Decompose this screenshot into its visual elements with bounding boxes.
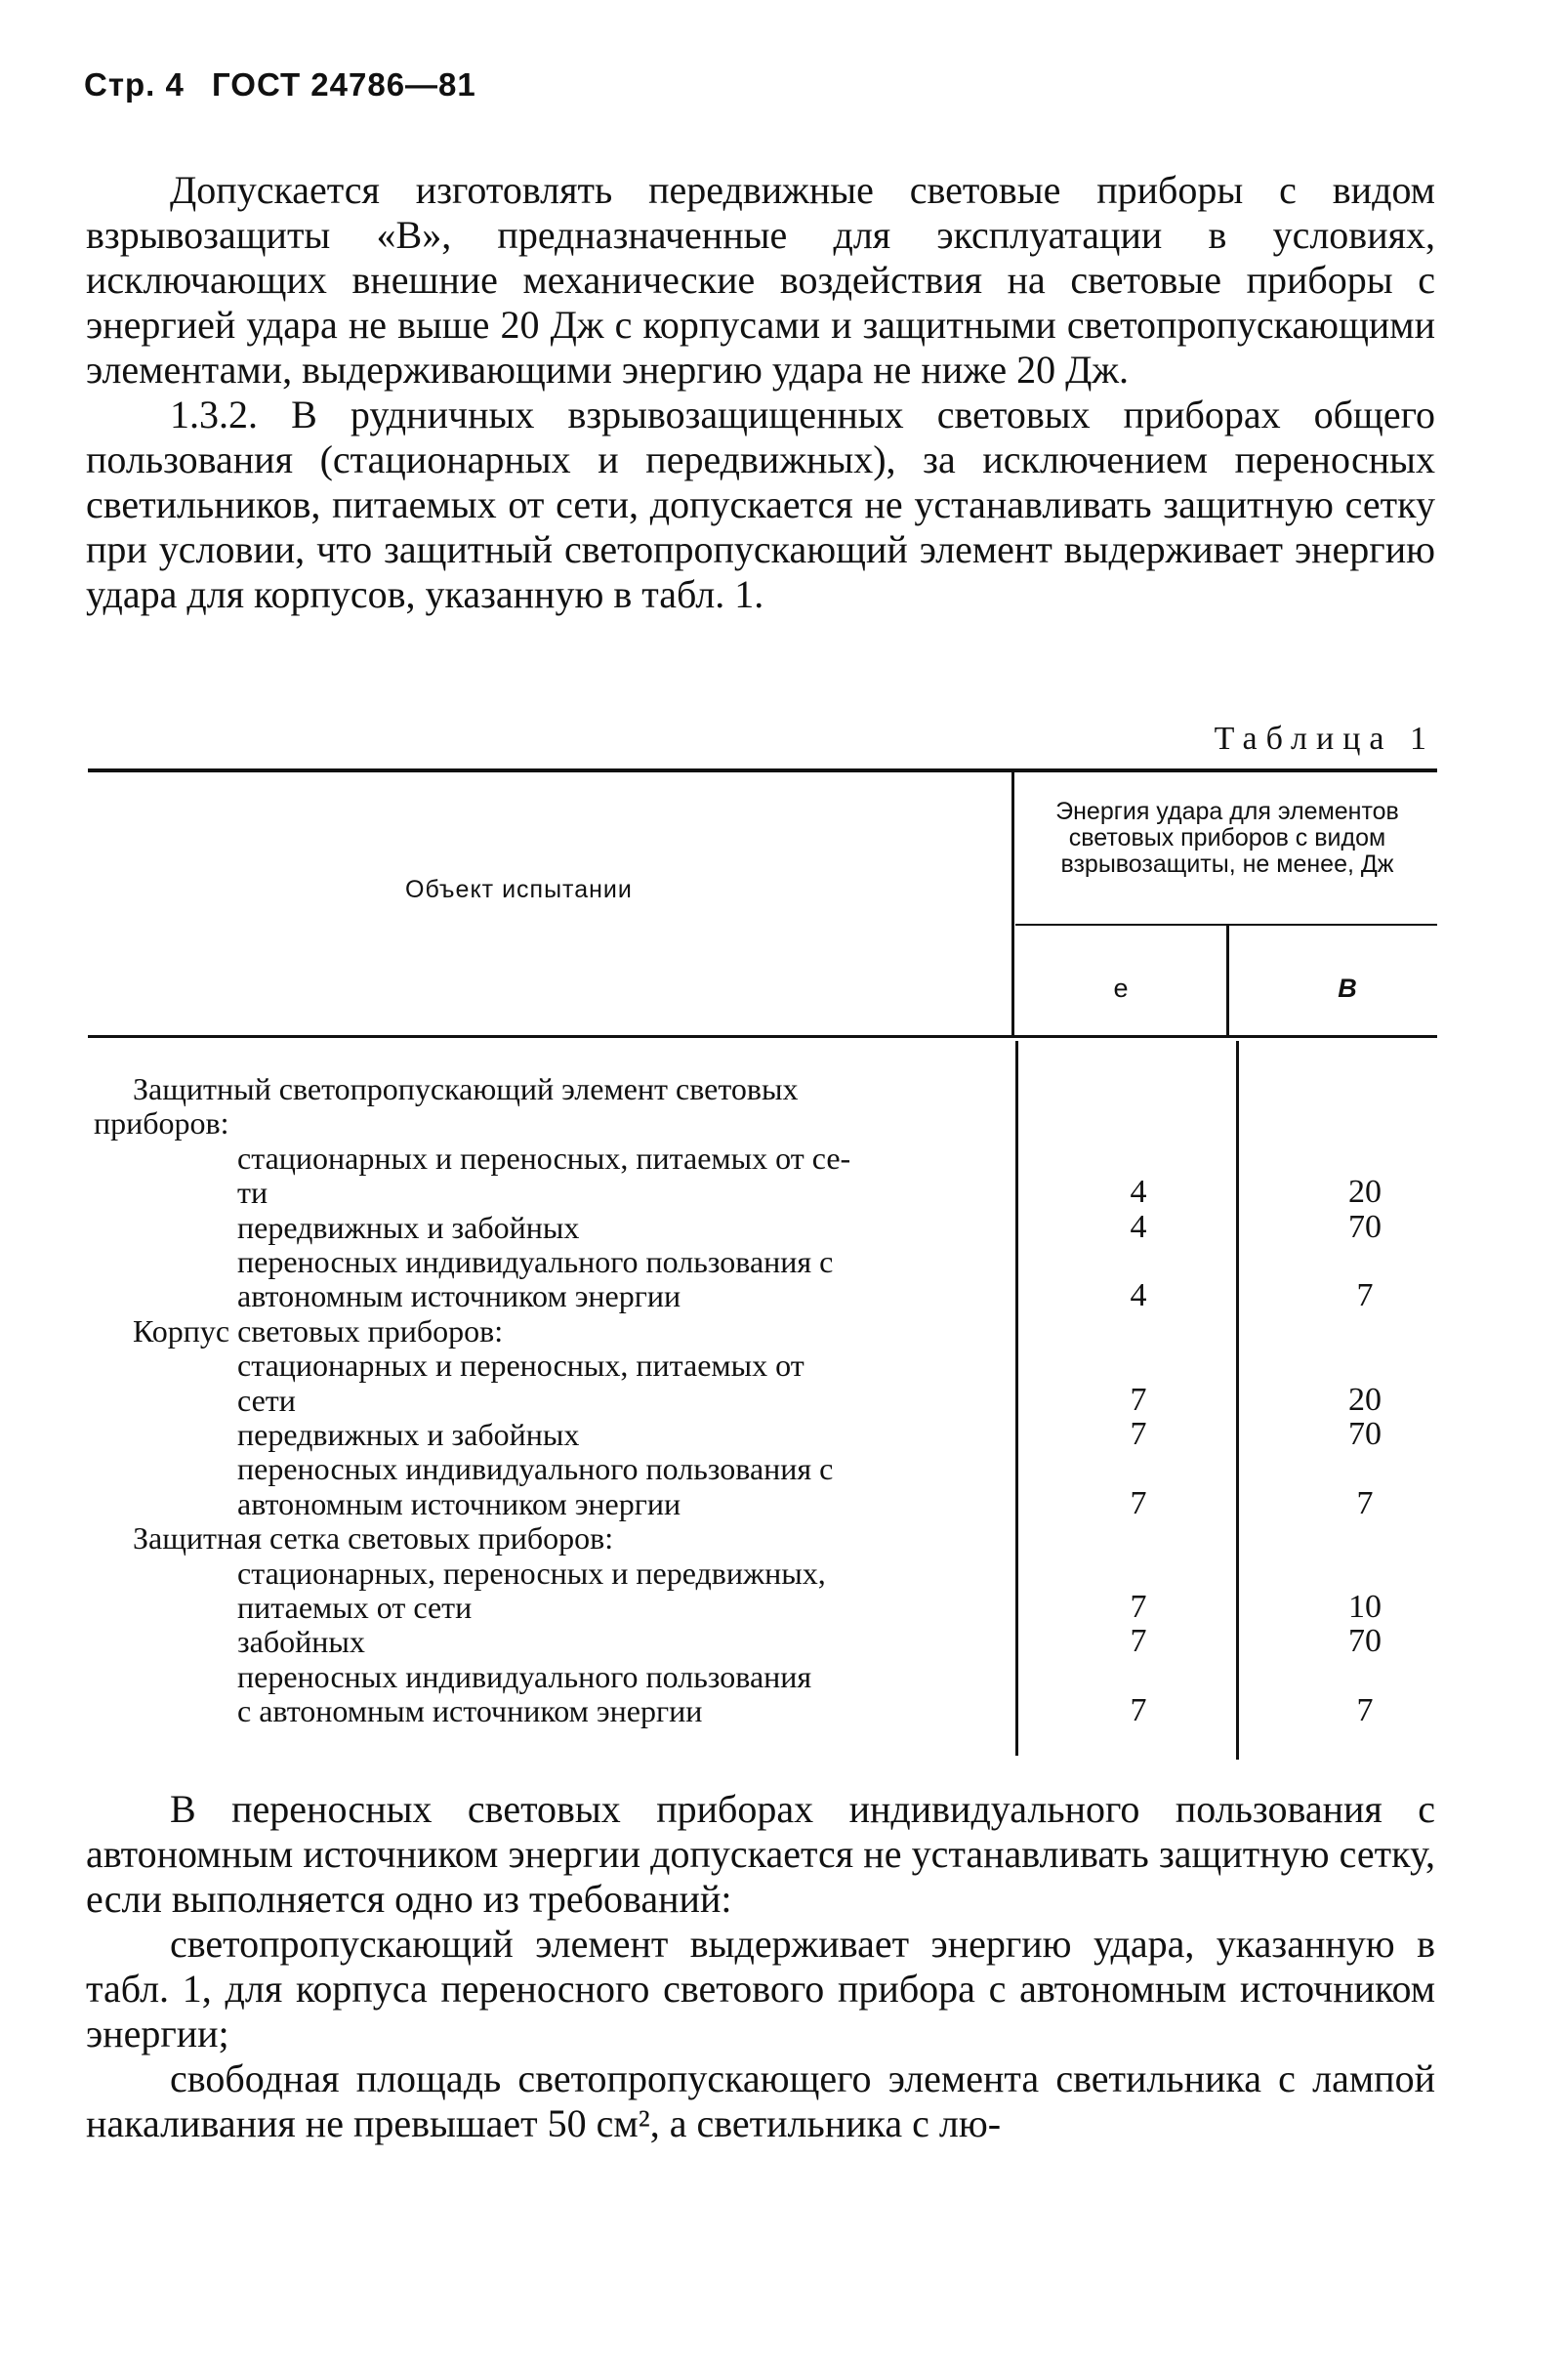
row-label: переносных индивидуального пользования	[237, 1658, 812, 1694]
row-value-e: 4	[1130, 1174, 1147, 1211]
row-value-e: 7	[1130, 1416, 1147, 1452]
column-header-e: е	[1113, 974, 1129, 1003]
row-label: Защитный светопропускающий элемент световых	[133, 1071, 799, 1106]
row-label: переносных индивидуального пользования с	[237, 1451, 834, 1487]
row-value-b: 70	[1348, 1416, 1382, 1452]
paragraph: светопропускающий элемент выдерживает энергию удара, указанную в табл. 1, для корпуса переносного светового прибора с автономным источником энергии;	[86, 1922, 1435, 2055]
row-label: забойных	[237, 1624, 365, 1660]
table-row	[0, 1591, 1568, 1624]
row-label: передвижных и забойных	[237, 1209, 580, 1245]
row-value-b: 70	[1348, 1208, 1382, 1245]
row-label: стационарных и переносных, питаемых от	[237, 1348, 805, 1384]
column-header-energy: Энергия удара для элементов световых приборов с видом взрывозащиты, не менее, Дж	[1055, 798, 1399, 878]
row-label: автономным источником энергии	[237, 1485, 681, 1521]
row-label: передвижных и забойных	[237, 1417, 580, 1452]
row-label: с автономным источником энергии	[237, 1693, 703, 1729]
bottom-text	[86, 1787, 1435, 2146]
row-label: Защитная сетка световых приборов:	[133, 1520, 614, 1557]
row-label: автономным источником энергии	[237, 1278, 681, 1314]
row-label: стационарных, переносных и передвижных,	[237, 1555, 826, 1591]
row-value-b: 10	[1348, 1589, 1382, 1625]
row-label: приборов:	[94, 1105, 229, 1141]
table-row	[0, 1106, 1568, 1140]
table-row	[0, 1484, 1568, 1521]
row-label: ти	[237, 1175, 268, 1211]
row-value-b: 7	[1356, 1484, 1374, 1521]
table-row	[0, 1381, 1568, 1418]
table-top-rule	[88, 768, 1437, 772]
page-header	[84, 66, 494, 104]
standard-number: ГОСТ 24786—81	[212, 66, 476, 103]
table-row	[0, 1452, 1568, 1485]
header-subdivider	[1226, 926, 1229, 1035]
row-value-e: 7	[1130, 1623, 1147, 1660]
row-value-e: 7	[1130, 1692, 1147, 1729]
row-value-e: 7	[1130, 1589, 1147, 1625]
row-label: переносных индивидуального пользования с	[237, 1244, 834, 1279]
row-value-b: 20	[1348, 1174, 1382, 1211]
table-row	[0, 1694, 1568, 1727]
row-value-e: 7	[1130, 1484, 1147, 1521]
table-row	[0, 1141, 1568, 1175]
row-label: питаемых от сети	[237, 1590, 473, 1625]
paragraph: 1.3.2. В рудничных взрывозащищенных световых приборах общего пользования (стационарных и передвижных), за исключением переносных светильников, питаемых от сети, допускается не устанавливать защитную сетку при условии, что защитный светопропускающий элемент выдерживает энергию удара для корпусов, указанную в табл. 1.	[86, 393, 1435, 616]
row-label: сети	[237, 1382, 296, 1418]
row-value-b: 7	[1356, 1692, 1374, 1729]
paragraph: свободная площадь светопропускающего элемента светильника с лампой накаливания не превышает 50 см², а светильника с лю-	[86, 2056, 1435, 2145]
row-value-b: 7	[1356, 1277, 1374, 1314]
row-value-b: 70	[1348, 1623, 1382, 1660]
row-value-b: 20	[1348, 1381, 1382, 1418]
table-row	[0, 1245, 1568, 1278]
column-header-b: В	[1338, 974, 1357, 1003]
row-label: Корпус световых приборов:	[133, 1312, 504, 1349]
paragraph: Допускается изготовлять передвижные световые приборы с видом взрывозащиты «В», предназначенные для эксплуатации в условиях, исключающих внешние механические воздействия на световые приборы с энергией удара не выше 20 Дж с корпусами и защитными светопропускающими элементами, выдерживающими энергию удара не ниже 20 Дж.	[86, 168, 1435, 392]
top-text	[86, 168, 1435, 617]
page-number: Стр. 4	[84, 66, 185, 103]
table-row	[0, 1418, 1568, 1451]
paragraph: В переносных световых приборах индивидуального пользования с автономным источником энергии допускается не устанавливать защитную сетку, если выполняется одно из требований:	[86, 1787, 1435, 1921]
table-row	[0, 1176, 1568, 1209]
row-value-e: 4	[1130, 1277, 1147, 1314]
table-row	[0, 1625, 1568, 1658]
row-label: стационарных и переносных, питаемых от се-	[237, 1140, 851, 1176]
table-row	[0, 1521, 1568, 1555]
table-row	[0, 1660, 1568, 1693]
header-divider	[1011, 772, 1014, 1035]
table-row	[0, 1279, 1568, 1312]
column-header-object: Объект испытании	[405, 876, 633, 903]
table-row	[0, 1557, 1568, 1590]
row-value-e: 7	[1130, 1381, 1147, 1418]
table-row	[0, 1208, 1568, 1245]
header-bottom-rule	[88, 1035, 1437, 1038]
table-row	[0, 1349, 1568, 1382]
table-row	[0, 1072, 1568, 1105]
table-caption: Таблица 1	[1214, 721, 1435, 757]
row-value-e: 4	[1130, 1208, 1147, 1245]
table-row	[0, 1314, 1568, 1348]
